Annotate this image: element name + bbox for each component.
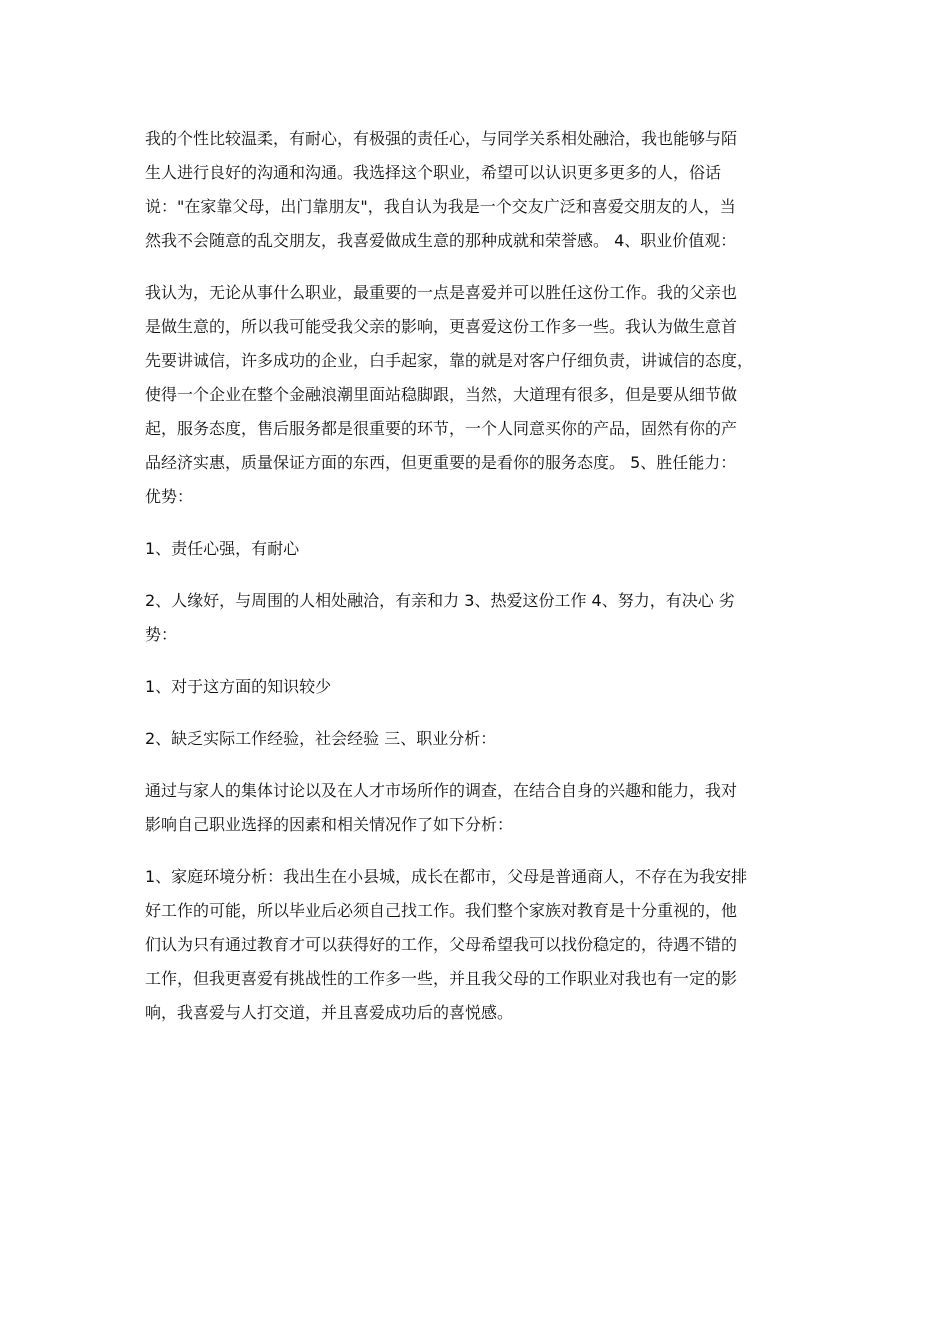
text-line: 是做生意的，所以我可能受我父亲的影响，更喜爱这份工作多一些。我认为做生意首 (145, 317, 738, 336)
paragraph-weakness-1 (145, 670, 805, 704)
paragraph-family-analysis (145, 860, 805, 1030)
text-line: 起，服务态度，售后服务都是很重要的环节，一个人同意买你的产品，固然有你的产 (145, 419, 738, 438)
text-line: 说："在家靠父母，出门靠朋友"，我自认为我是一个交友广泛和喜爱交朋友的人，当 (145, 197, 736, 216)
paragraph-weakness-2 (145, 722, 805, 756)
text-line: 2、缺乏实际工作经验，社会经验 三、职业分析： (145, 729, 497, 748)
text-line: 先要讲诚信，许多成功的企业，白手起家，靠的就是对客户仔细负责，讲诚信的态度， (145, 351, 754, 370)
document-page (145, 122, 805, 1048)
paragraph-strength-1 (145, 532, 805, 566)
text-line: 好工作的可能，所以毕业后必须自己找工作。我们整个家族对教育是十分重视的，他 (145, 901, 738, 920)
paragraph-personality (145, 122, 805, 258)
text-line: 们认为只有通过教育才可以获得好的工作，父母希望我可以找份稳定的，待遇不错的 (145, 935, 738, 954)
text-line: 响，我喜爱与人打交道，并且喜爱成功后的喜悦感。 (145, 1003, 514, 1022)
text-line: 优势： (145, 487, 194, 506)
text-line: 影响自己职业选择的因素和相关情况作了如下分析： (145, 815, 514, 834)
text-line: 使得一个企业在整个金融浪潮里面站稳脚跟，当然，大道理有很多，但是要从细节做 (145, 385, 738, 404)
text-line: 2、人缘好，与周围的人相处融洽，有亲和力 3、热爱这份工作 4、努力，有决心 劣 (145, 591, 735, 610)
text-line: 品经济实惠，质量保证方面的东西，但更重要的是看你的服务态度。 5、胜任能力： (145, 453, 737, 472)
text-line: 1、家庭环境分析：我出生在小县城，成长在都市，父母是普通商人，不存在为我安排 (145, 867, 748, 886)
text-line: 工作，但我更喜爱有挑战性的工作多一些，并且我父母的工作职业对我也有一定的影 (145, 969, 738, 988)
paragraph-career-analysis (145, 774, 805, 842)
text-line: 我的个性比较温柔，有耐心，有极强的责任心，与同学关系相处融洽，我也能够与陌 (145, 129, 738, 148)
text-line: 1、对于这方面的知识较少 (145, 677, 332, 696)
text-line: 1、责任心强，有耐心 (145, 539, 300, 558)
text-line: 然我不会随意的乱交朋友，我喜爱做成生意的那种成就和荣誉感。 4、职业价值观： (145, 231, 737, 250)
text-line: 通过与家人的集体讨论以及在人才市场所作的调查，在结合自身的兴趣和能力，我对 (145, 781, 738, 800)
text-line: 势： (145, 625, 178, 644)
text-line: 生人进行良好的沟通和沟通。我选择这个职业，希望可以认识更多更多的人，俗话 (145, 163, 722, 182)
text-line: 我认为，无论从事什么职业，最重要的一点是喜爱并可以胜任这份工作。我的父亲也 (145, 283, 738, 302)
paragraph-strength-2 (145, 584, 805, 652)
paragraph-career-values (145, 276, 805, 514)
